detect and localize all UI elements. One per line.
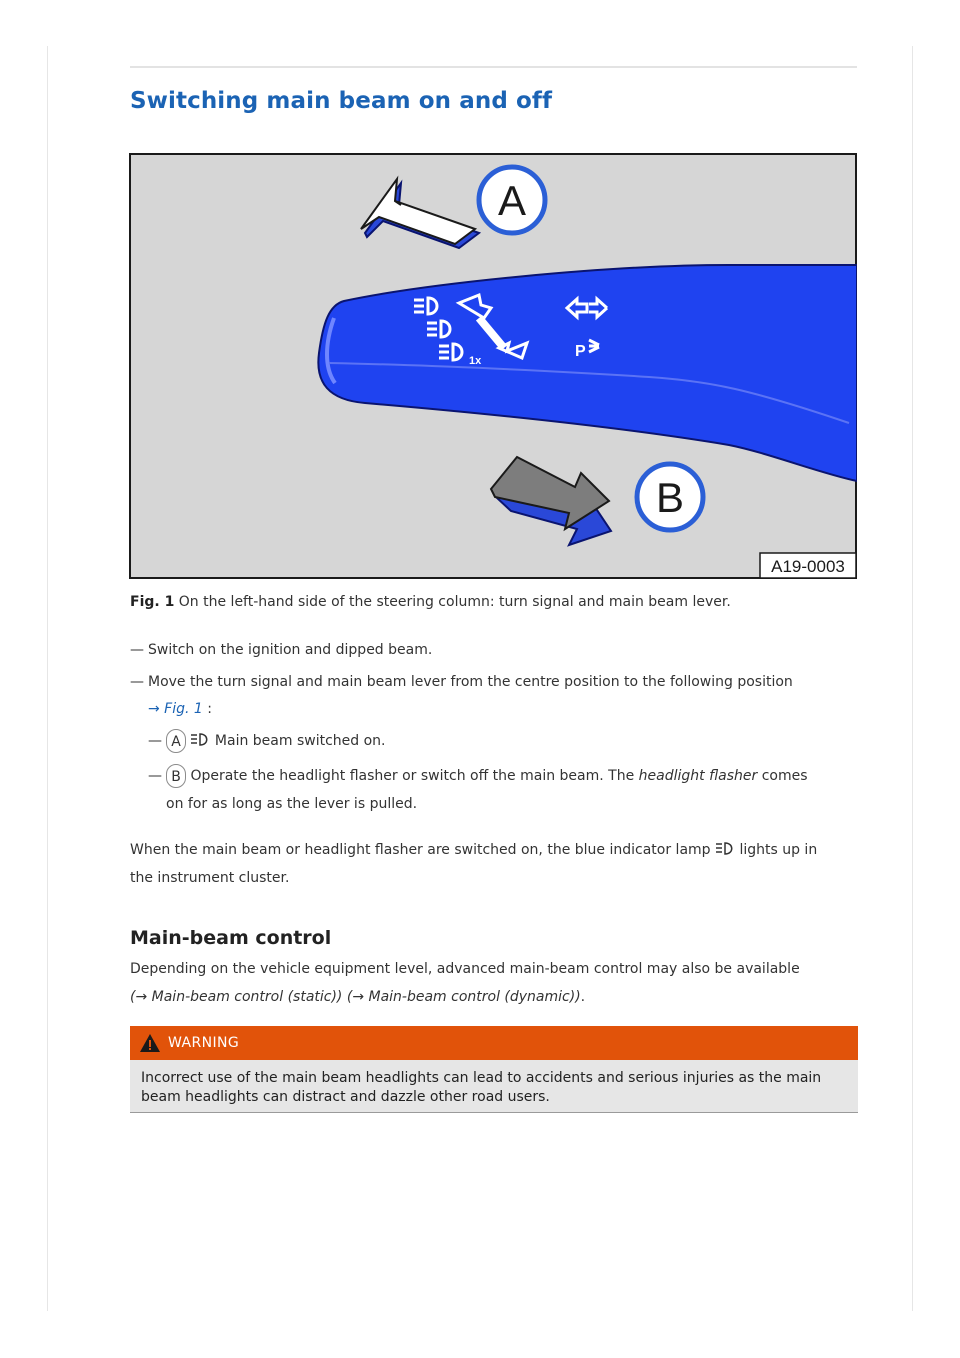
badge-a: A bbox=[166, 729, 186, 753]
step-dash: — bbox=[130, 674, 144, 690]
page-title: Switching main beam on and off bbox=[130, 88, 553, 114]
step-1-text: Switch on the ignition and dipped beam. bbox=[148, 642, 433, 658]
callout-b bbox=[637, 464, 703, 530]
step-2 bbox=[130, 672, 793, 692]
step-1 bbox=[130, 640, 432, 660]
section-heading: Main-beam control bbox=[130, 927, 332, 949]
substep-a-text: Main beam switched on. bbox=[214, 733, 386, 749]
figure-number: Fig. 1 bbox=[130, 594, 175, 610]
step-2-text: Move the turn signal and main beam lever from the centre position to the following position bbox=[148, 674, 793, 690]
main-beam-icon bbox=[715, 842, 735, 856]
figure-caption-text: On the left-hand side of the steering column: turn signal and main beam lever. bbox=[178, 594, 731, 610]
warning-triangle-icon bbox=[139, 1033, 161, 1053]
substep-b-italic: headlight flasher bbox=[638, 768, 758, 784]
dynamic-control-link[interactable]: (→ Main-beam control (dynamic)) bbox=[346, 989, 581, 1005]
substep-b-after: comes bbox=[761, 768, 808, 784]
callout-b-label: B bbox=[655, 474, 685, 521]
paragraph-text: When the main beam or headlight flasher are switched on, the blue indicator lamp bbox=[130, 842, 711, 858]
section-end: . bbox=[580, 989, 586, 1005]
substep-a bbox=[148, 729, 385, 753]
section-text: Depending on the vehicle equipment level, advanced main-beam control may also be available bbox=[130, 961, 800, 977]
figure-caption bbox=[130, 594, 731, 610]
step-dash: — bbox=[130, 642, 144, 658]
section-paragraph bbox=[130, 955, 800, 1011]
callout-a bbox=[479, 167, 545, 233]
paragraph-line2: the instrument cluster. bbox=[130, 870, 290, 886]
badge-b: B bbox=[166, 764, 186, 788]
substep-dash: — bbox=[148, 733, 162, 749]
main-beam-icon bbox=[190, 733, 210, 747]
lever-label-p: P bbox=[575, 343, 586, 360]
lever-label-1x: 1x bbox=[469, 355, 482, 367]
fig-1-link[interactable]: → Fig. 1 bbox=[148, 701, 203, 717]
warning-text: Incorrect use of the main beam headlights can lead to accidents and serious injuries as the main beam headlights can distract and dazzle other road users. bbox=[141, 1070, 822, 1105]
right-margin-rule bbox=[912, 46, 913, 1311]
left-margin-rule bbox=[47, 46, 48, 1311]
warning-body bbox=[130, 1060, 858, 1113]
callout-a-label: A bbox=[497, 177, 527, 224]
indicator-paragraph bbox=[130, 836, 817, 892]
warning-header bbox=[130, 1026, 858, 1060]
warning-label: WARNING bbox=[168, 1035, 240, 1051]
substep-b-line2: on for as long as the lever is pulled. bbox=[166, 796, 418, 812]
static-control-link[interactable]: (→ Main-beam control (static)) bbox=[130, 989, 343, 1005]
steering-lever-figure bbox=[129, 153, 857, 579]
step-2-suffix: : bbox=[202, 701, 212, 717]
substep-b bbox=[148, 764, 808, 788]
lever-illustration bbox=[129, 153, 857, 579]
substep-dash: — bbox=[148, 768, 162, 784]
figure-code-box bbox=[760, 553, 856, 578]
paragraph-after: lights up in bbox=[739, 842, 818, 858]
step-2-reference bbox=[148, 699, 212, 719]
figure-code: A19-0003 bbox=[771, 557, 845, 576]
substep-b-text: Operate the headlight flasher or switch off the main beam. The bbox=[190, 768, 635, 784]
top-divider bbox=[130, 66, 857, 68]
